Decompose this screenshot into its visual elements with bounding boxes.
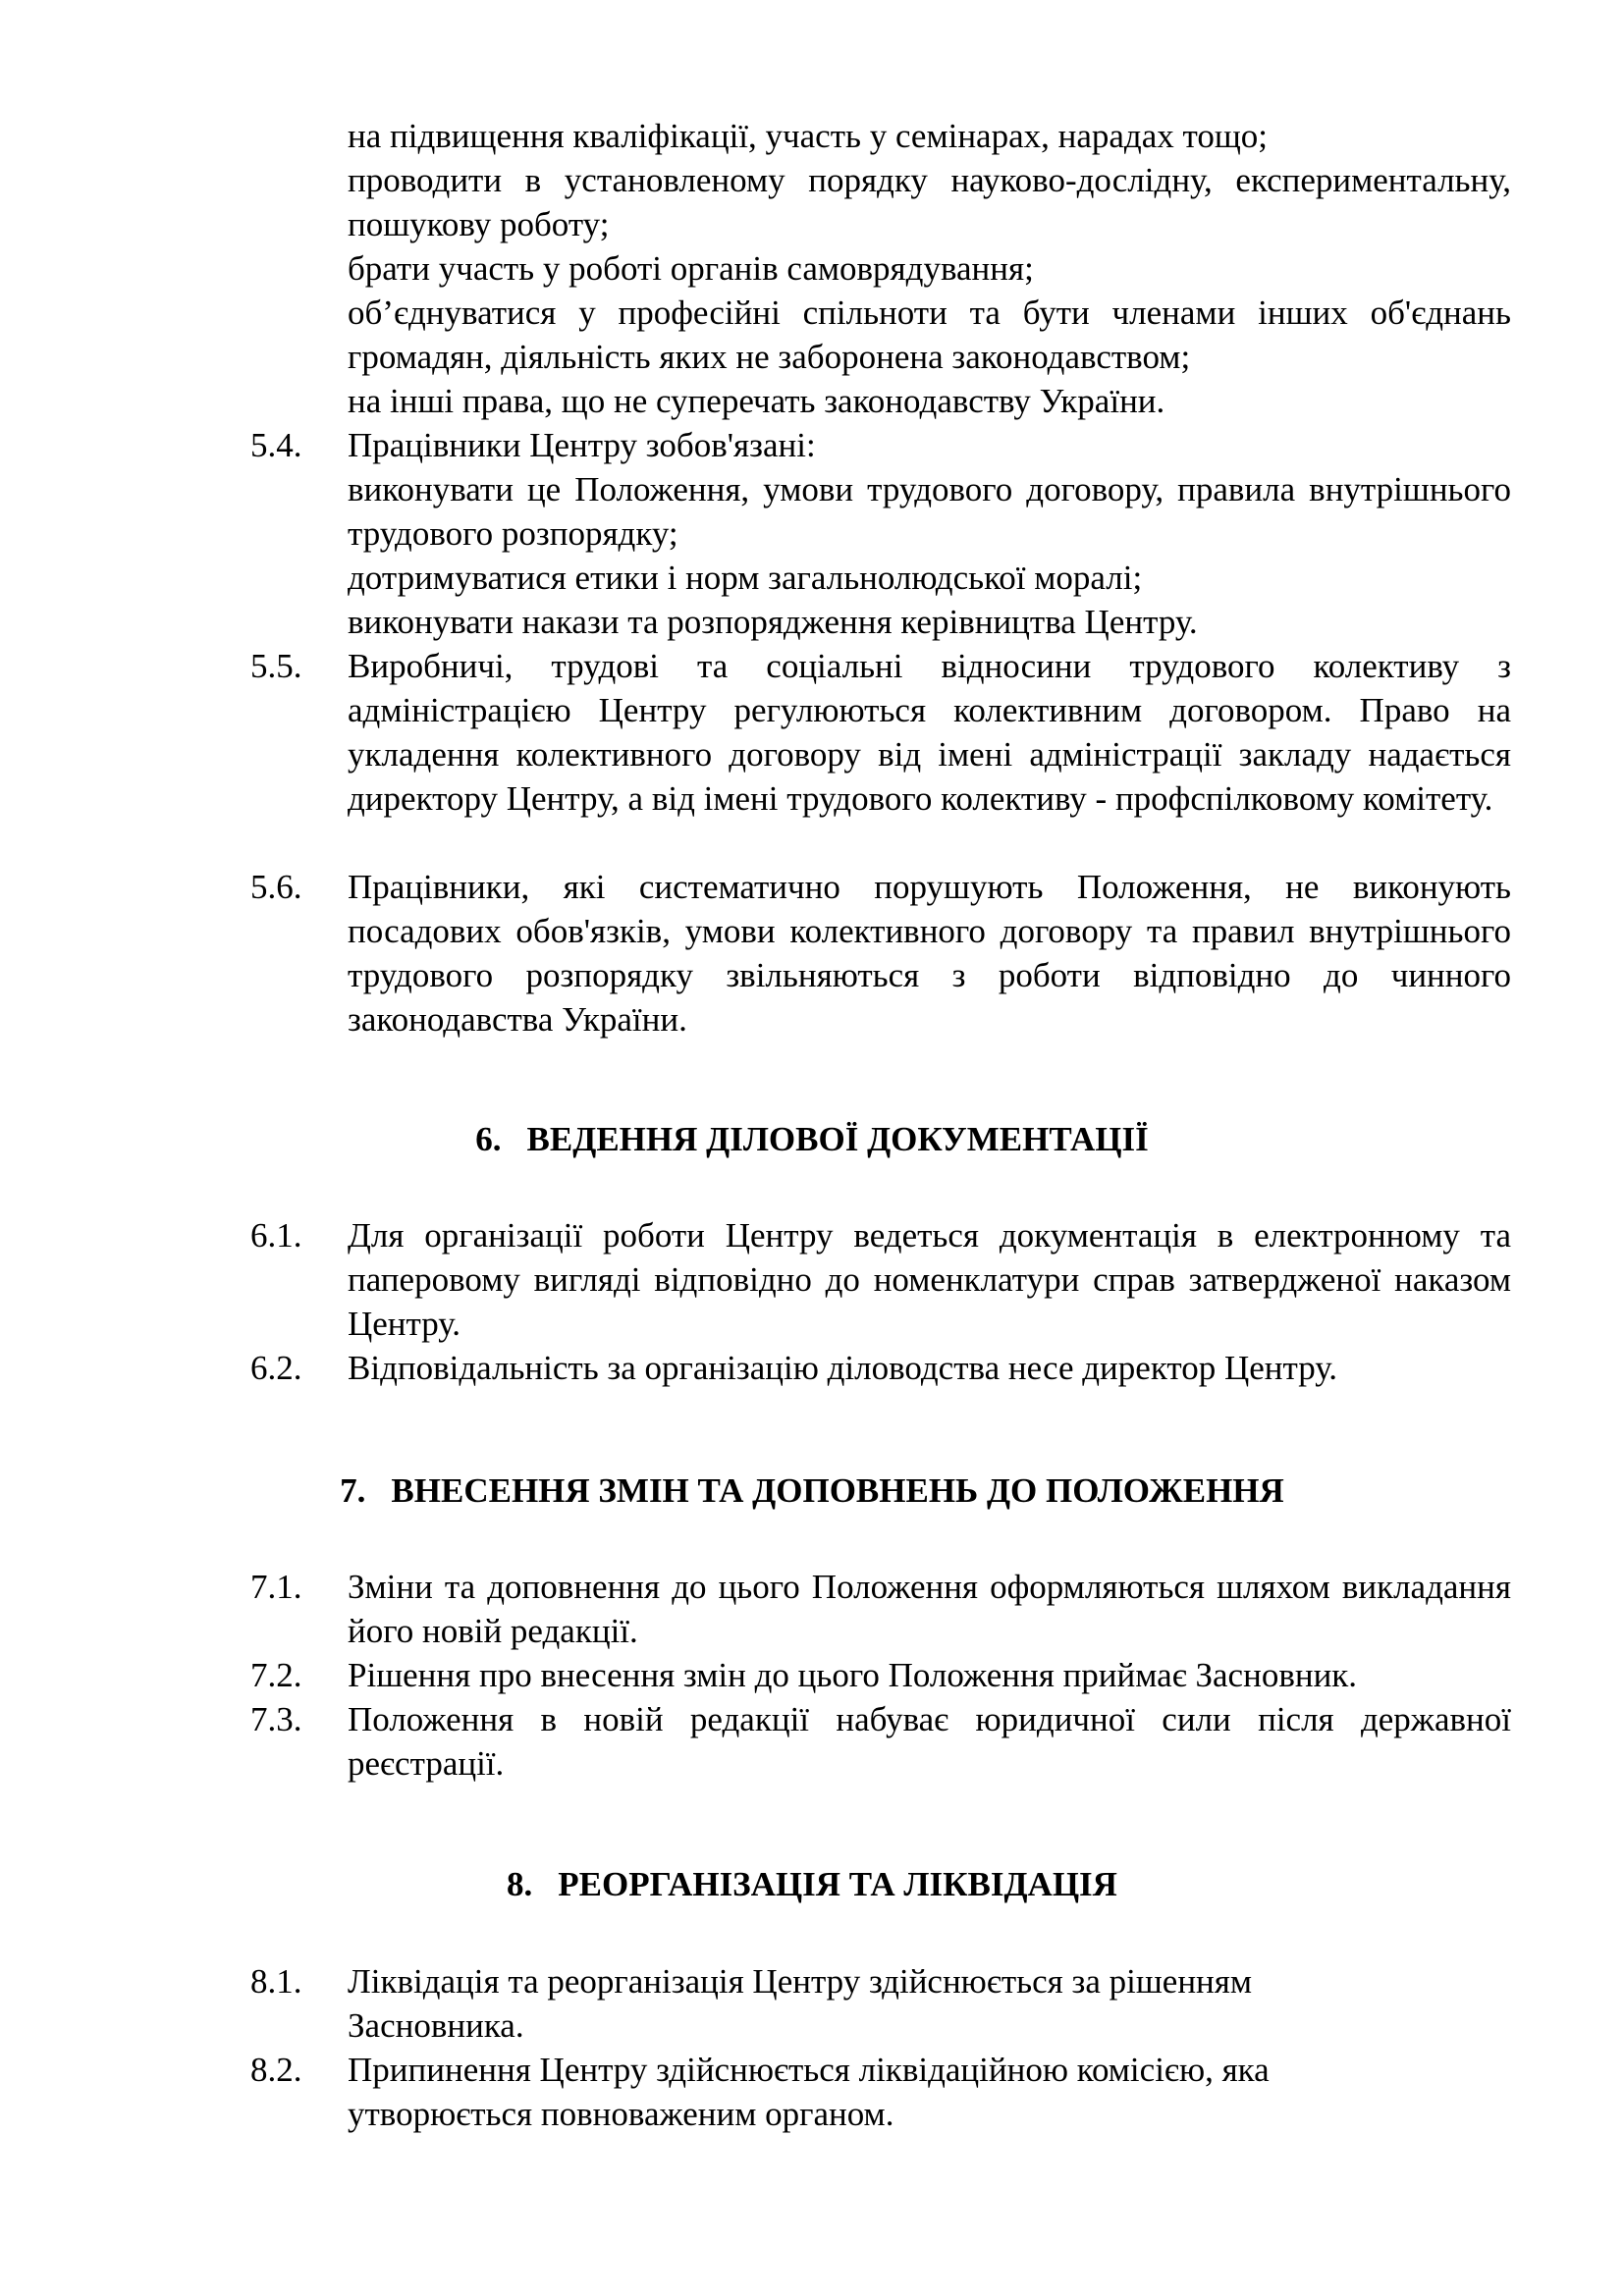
clause-number: 8.2.: [250, 2051, 302, 2089]
clause-8-1: [250, 1959, 1511, 2048]
section-number: 8.: [507, 1865, 533, 1903]
clause-number: 6.2.: [250, 1349, 302, 1387]
clause-text: Ліквідація та реорганізація Центру здійснюється за рішенням Засновника.: [348, 1962, 1253, 2045]
paragraph: виконувати це Положення, умови трудового договору, правила внутрішнього трудового розпорядку;: [348, 470, 1511, 553]
paragraph: проводити в установленому порядку науково-дослідну, експериментальну, пошукову роботу;: [348, 161, 1511, 243]
paragraph: виконувати накази та розпорядження керівництва Центру.: [348, 603, 1198, 641]
clause-5-5: [250, 644, 1511, 821]
clause-text: Положення в новій редакції набуває юридичної сили після державної реєстрації.: [348, 1700, 1511, 1783]
clause-number: 5.6.: [250, 868, 302, 906]
clause-text: [348, 865, 1511, 1041]
section-title: ВНЕСЕННЯ ЗМІН ТА ДОПОВНЕНЬ ДО ПОЛОЖЕННЯ: [391, 1471, 1284, 1510]
paragraph: Працівники, які систематично порушують Положення, не виконують посадових обов'язків, умови колективного договору та правил внутрішнього трудового розпорядку звільняються з роботи відповідно до чинного законодавства України.: [348, 868, 1511, 1039]
clause-text: Рішення про внесення змін до цього Положення приймає Засновник.: [348, 1656, 1358, 1694]
section-heading-7: [0, 1468, 1624, 1513]
clause-number: 7.3.: [250, 1700, 302, 1738]
clause-5-4: [250, 423, 1511, 644]
clause-number: 6.1.: [250, 1216, 302, 1255]
clause-7-1: [250, 1565, 1511, 1653]
paragraph: Працівники Центру зобов'язані:: [348, 426, 816, 464]
clause-number: 7.2.: [250, 1656, 302, 1694]
clause-text: Припинення Центру здійснюється ліквідаційною комісією, яка утворюється повноваженим органом.: [348, 2051, 1270, 2133]
paragraph: брати участь у роботі органів самоврядування;: [348, 249, 1034, 288]
section-heading-8: [0, 1862, 1624, 1906]
section-title: ВЕДЕННЯ ДІЛОВОЇ ДОКУМЕНТАЦІЇ: [526, 1120, 1149, 1158]
section-number: 7.: [340, 1471, 366, 1510]
clause-text: [348, 423, 1511, 644]
clause-6-2: [250, 1346, 1511, 1390]
clause-text: Відповідальність за організацію діловодства несе директор Центру.: [348, 1349, 1337, 1387]
paragraph: Виробничі, трудові та соціальні відносини трудового колективу з адміністрацією Центру регулюються колективним договором. Право на укладення колективного договору від імені адміністрації закладу надається директору Центру, а від імені трудового колективу - профспілковому комітету.: [348, 647, 1511, 818]
clause-5-6: [250, 865, 1511, 1041]
clause-number: 8.1.: [250, 1962, 302, 2001]
clause-number: 5.4.: [250, 426, 302, 464]
section-number: 6.: [475, 1120, 502, 1158]
clause-number: 7.1.: [250, 1568, 302, 1606]
paragraph: об’єднуватися у професійні спільноти та бути членами інших об'єднань громадян, діяльність яких не заборонена законодавством;: [348, 294, 1511, 376]
paragraph: на підвищення кваліфікації, участь у семінарах, нарадах тощо;: [348, 117, 1269, 155]
section-title: РЕОРГАНІЗАЦІЯ ТА ЛІКВІДАЦІЯ: [558, 1865, 1117, 1903]
clause-text: Зміни та доповнення до цього Положення оформляються шляхом викладання його новій редакції.: [348, 1568, 1511, 1650]
clause-text: Для організації роботи Центру ведеться документація в електронному та паперовому вигляді відповідно до номенклатури справ затвердженої наказом Центру.: [348, 1216, 1511, 1343]
clause-text: [348, 644, 1511, 821]
paragraph: дотримуватися етики і норм загальнолюдської моралі;: [348, 559, 1143, 597]
clause-number: 5.5.: [250, 647, 302, 685]
clause-6-1: [250, 1213, 1511, 1346]
clause-7-2: [250, 1653, 1511, 1697]
rights-list-continuation: [348, 114, 1511, 423]
clause-7-3: [250, 1697, 1511, 1786]
section-heading-6: [0, 1117, 1624, 1161]
clause-8-2: [250, 2048, 1511, 2136]
paragraph: на інші права, що не суперечать законодавству України.: [348, 382, 1165, 420]
